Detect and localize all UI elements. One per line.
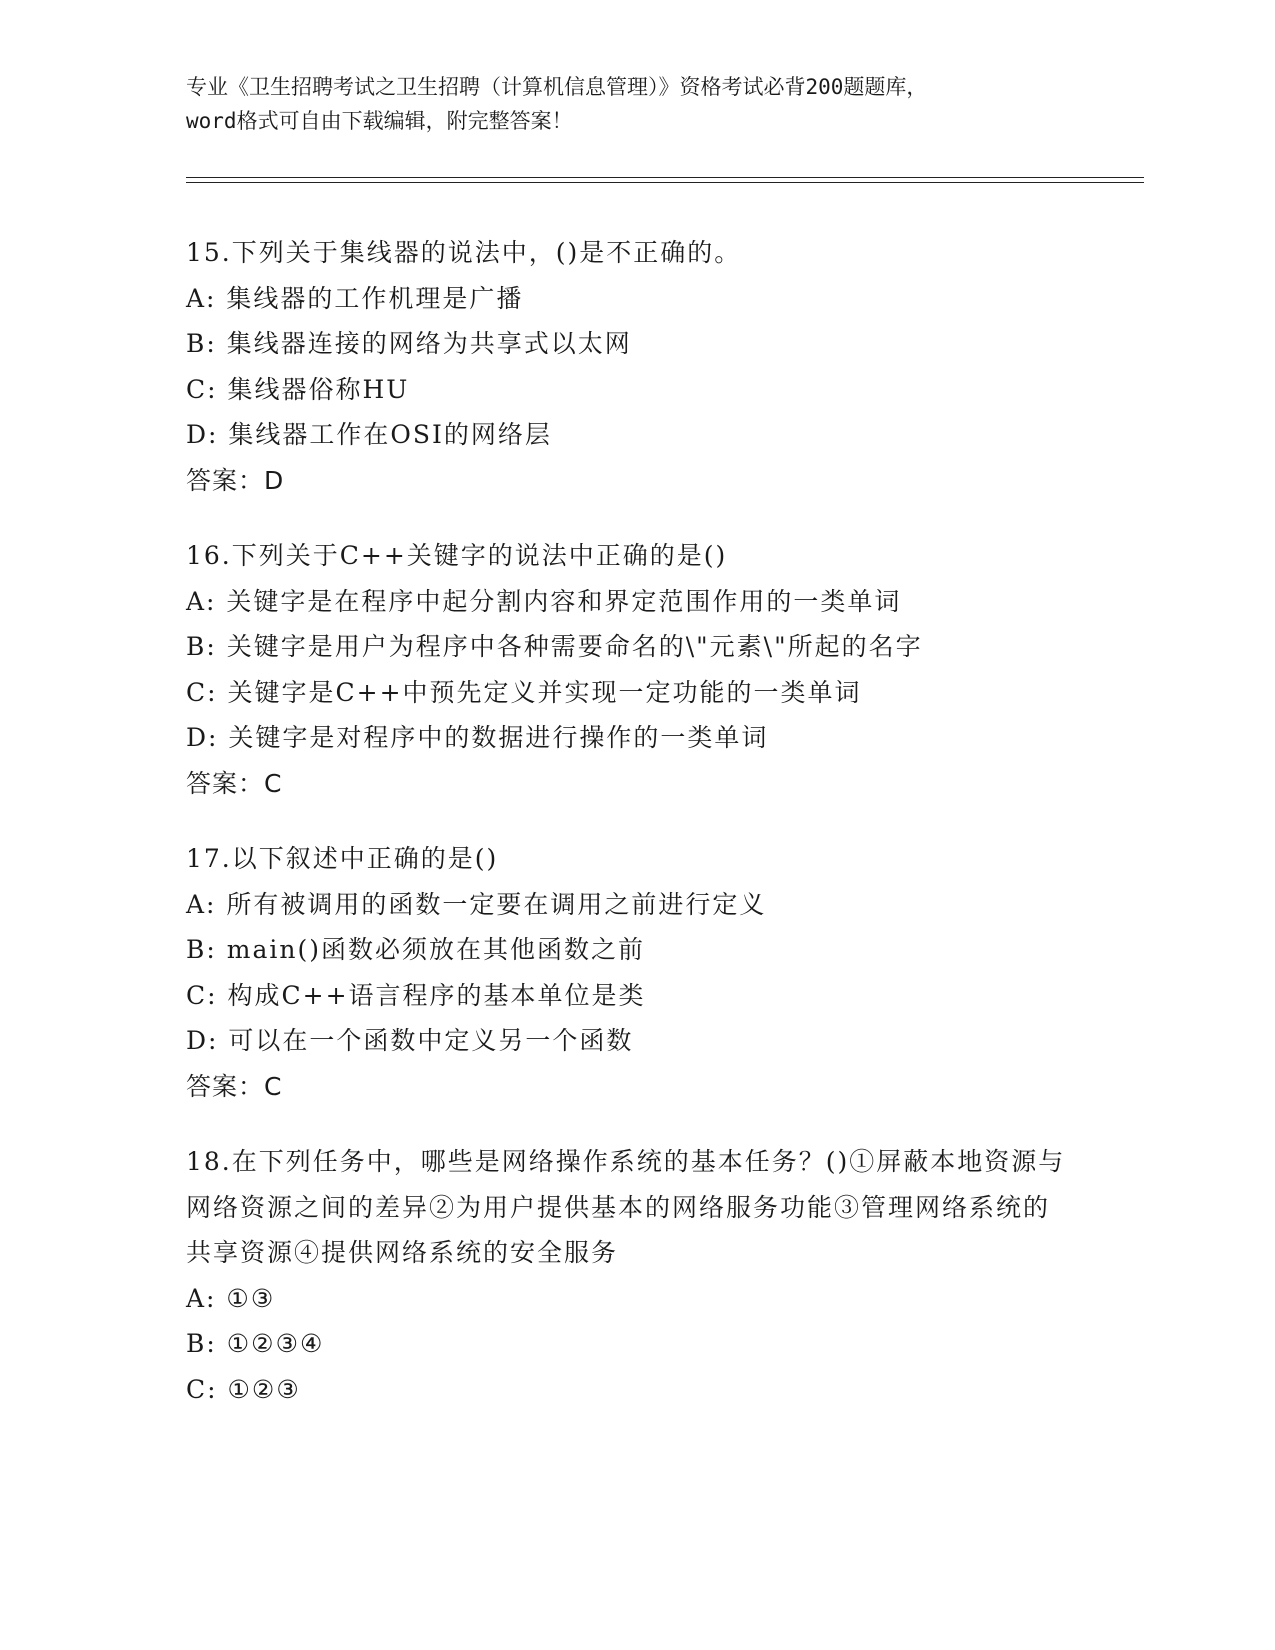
question-stem: 16.下列关于C++关键字的说法中正确的是() [186, 541, 728, 570]
option-d: D: 可以在一个函数中定义另一个函数 [186, 1026, 634, 1055]
option-b: B: 关键字是用户为程序中各种需要命名的\"元素\"所起的名字 [186, 632, 923, 661]
header-line-1: 专业《卫生招聘考试之卫生招聘（计算机信息管理）》资格考试必背200题题库， [186, 75, 928, 99]
option-c: C: 关键字是C++中预先定义并实现一定功能的一类单词 [186, 677, 862, 707]
question-15 [186, 230, 1106, 503]
header-divider-bottom [186, 182, 1144, 183]
answer-label: 答案：D [186, 465, 285, 495]
question-stem: 17.以下叙述中正确的是() [186, 844, 499, 873]
question-17 [186, 836, 1106, 1109]
option-a: A: 所有被调用的函数一定要在调用之前进行定义 [186, 889, 767, 919]
option-d: D: 关键字是对程序中的数据进行操作的一类单词 [186, 723, 769, 752]
option-c: C: 集线器俗称HU [186, 374, 410, 404]
option-a: A: 关键字是在程序中起分割内容和界定范围作用的一类单词 [186, 586, 902, 616]
question-stem: 15.下列关于集线器的说法中，()是不正确的。 [186, 238, 742, 267]
option-b: B: main()函数必须放在其他函数之前 [186, 935, 645, 964]
answer-label: 答案：C [186, 1071, 283, 1101]
option-a: A: ①③ [186, 1283, 276, 1313]
option-c: C: ①②③ [186, 1374, 301, 1404]
question-stem: 18.在下列任务中，哪些是网络操作系统的基本任务？()①屏蔽本地资源与网络资源之间的差异②为用户提供基本的网络服务功能③管理网络系统的共享资源④提供网络系统的安全服务 [186, 1147, 1066, 1267]
option-c: C: 构成C++语言程序的基本单位是类 [186, 980, 646, 1010]
question-list [186, 230, 1106, 1442]
option-a: A: 集线器的工作机理是广播 [186, 283, 524, 313]
question-16 [186, 533, 1106, 806]
option-b: B: ①②③④ [186, 1329, 325, 1358]
header-divider-top [186, 177, 1144, 178]
option-b: B: 集线器连接的网络为共享式以太网 [186, 329, 632, 358]
document-header [186, 70, 1066, 138]
option-d: D: 集线器工作在OSI的网络层 [186, 420, 552, 449]
header-line-2: word格式可自由下载编辑，附完整答案！ [186, 109, 573, 133]
question-18 [186, 1139, 1106, 1412]
answer-label: 答案：C [186, 768, 283, 798]
